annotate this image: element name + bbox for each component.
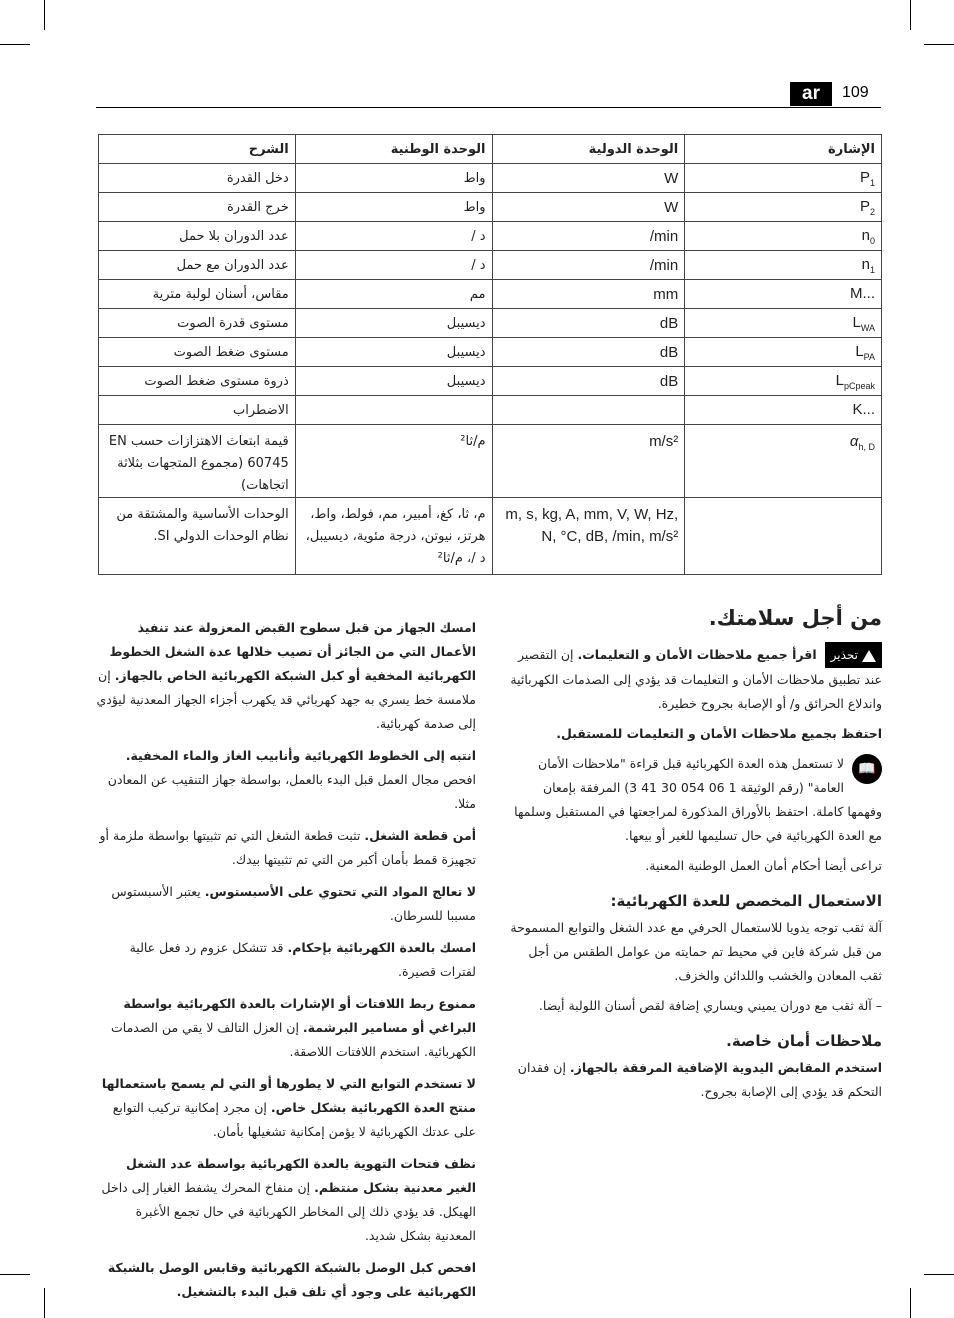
safety-item bbox=[96, 744, 476, 816]
right-column bbox=[508, 606, 882, 1110]
table-row bbox=[99, 367, 882, 396]
row-symbol-sub: PA bbox=[863, 351, 875, 362]
row-definition: عدد الدوران بلا حمل bbox=[99, 222, 296, 251]
vib-symbol bbox=[685, 425, 882, 498]
table-row bbox=[99, 309, 882, 338]
row-symbol-text: P bbox=[859, 168, 870, 186]
header-symbol: الإشارة bbox=[685, 135, 882, 164]
table-header-row bbox=[99, 135, 882, 164]
warning-label bbox=[825, 642, 882, 668]
read-manual-icon: 📖 bbox=[852, 754, 882, 784]
keep-instructions: احتفظ بجميع ملاحظات الأمان و التعليمات للمستقبل. bbox=[556, 726, 882, 741]
row-symbol bbox=[685, 164, 882, 193]
safety-item-text: إن ملامسة خط يسري به جهد كهربائي قد يكهرب أجزاء الجهاز المعدنية ليؤدي إلى صدمة كهربائية. bbox=[96, 668, 476, 731]
document-note bbox=[508, 752, 882, 848]
header-rule bbox=[96, 107, 881, 108]
safety-item bbox=[96, 1256, 476, 1304]
safety-item-bold: لا تستخدم التوابع التي لا يطورها أو التي لم يسمح باستعمالها منتج العدة الكهربائية بشكل خاص. bbox=[101, 1076, 476, 1115]
safety-item-bold: ممنوع ربط اللافتات أو الإشارات بالعدة الكهربائية بواسطة البراغي أو مسامير البرشمة. bbox=[123, 996, 476, 1035]
row-international: mm bbox=[492, 280, 685, 309]
row-symbol bbox=[685, 338, 882, 367]
safety-item-text: إن منفاخ المحرك يشفط الغبار إلى داخل الهيكل. قد يؤدي ذلك إلى المخاطر الكهربائية في حال تجمع الأغبرة المعدنية بشكل شديد. bbox=[101, 1180, 476, 1243]
safety-item-text: تثبت قطعة الشغل التي تم تثبيتها بواسطة ملزمة أو تجهيزة قمط بأمان أكبر من التي تم تثبيتها بيدك. bbox=[99, 828, 476, 867]
safety-item-bold: نظف فتحات التهوية بالعدة الكهربائية بواسطة عدد الشغل الغير معدنية بشكل منتظم. bbox=[126, 1156, 476, 1195]
safety-item-bold: انتبه إلى الخطوط الكهربائية وأنابيب الغاز والماء المخفية. bbox=[125, 748, 476, 763]
row-international: dB bbox=[492, 309, 685, 338]
row-definition: مقاس، أسنان لولبة مترية bbox=[99, 280, 296, 309]
row-symbol-sub: WA bbox=[860, 322, 875, 333]
row-international: dB bbox=[492, 338, 685, 367]
row-symbol bbox=[685, 251, 882, 280]
safety-item-bold: لا تعالج المواد التي تحتوي على الأسبستوس. bbox=[204, 884, 476, 899]
table-row bbox=[99, 251, 882, 280]
safety-item-bold: امسك بالعدة الكهربائية بإحكام. bbox=[287, 940, 476, 955]
row-national: مم bbox=[295, 280, 492, 309]
intended-use-text: آلة ثقب توجه يدويا للاستعمال الحرفي مع عدد الشغل والتوابع المسموحة من قبل شركة فاين في محيط تم حمايته من عوامل الطقس من أجل ثقب المعادن والخشب واللدائن والخزف. bbox=[510, 920, 882, 983]
row-international: /min bbox=[492, 222, 685, 251]
row-international: W bbox=[492, 164, 685, 193]
intended-use-heading: الاستعمال المخصص للعدة الكهربائية: bbox=[610, 892, 882, 910]
row-symbol-text: n bbox=[861, 255, 870, 273]
row-national: واط bbox=[295, 193, 492, 222]
vib-symbol-text: α bbox=[849, 433, 859, 450]
crop-mark bbox=[910, 0, 911, 30]
document-note-text: لا تستعمل هذه العدة الكهربائية قبل قراءة "ملاحظات الأمان العامة" (رقم الوثيقة 1 06 054 30 41 3) المرفقة بإمعان وفهمها كاملة. احتفظ بالأوراق المذكورة لمراجعتها في المستقبل وسلمها مع العدة الكهربائية في حال تسليمها للغير أو بيعها. bbox=[514, 756, 882, 843]
safety-item-text: افحص مجال العمل قبل البدء بالعمل، بواسطة جهاز التنقيب عن المعادن مثلا. bbox=[107, 772, 476, 811]
row-national: د / bbox=[295, 222, 492, 251]
row-national: ديسيبل bbox=[295, 309, 492, 338]
table-row bbox=[99, 396, 882, 425]
row-symbol-sub: pCpeak bbox=[843, 380, 875, 391]
units-national: م، ثا، كغ، أمبير، مم، فولط، واط، هرتز، نيوتن، درجة مئوية، ديسيبل، د /، م/ثا² bbox=[295, 498, 492, 575]
language-badge: ar bbox=[790, 82, 832, 106]
warning-text: إن التقصير عند تطبيق ملاحظات الأمان و التعليمات قد يؤدي إلى الصدمات الكهربائية واندلاع الحرائق و/ أو الإصابة بجروح خطيرة. bbox=[510, 647, 882, 711]
crop-mark bbox=[44, 1288, 45, 1318]
row-symbol-text: L bbox=[835, 371, 844, 389]
row-symbol bbox=[685, 280, 882, 309]
vib-international: m/s² bbox=[492, 425, 685, 498]
table-row bbox=[99, 498, 882, 575]
header-international: الوحدة الدولية bbox=[492, 135, 685, 164]
safety-item-bold: أمن قطعة الشغل. bbox=[364, 828, 476, 843]
table-row bbox=[99, 222, 882, 251]
section-title: من أجل سلامتك. bbox=[708, 606, 882, 630]
regulations-note: تراعى أيضا أحكام أمان العمل الوطنية المعنية. bbox=[645, 858, 882, 873]
warning-triangle-icon bbox=[862, 650, 876, 662]
row-definition: خرج القدرة bbox=[99, 193, 296, 222]
row-definition: الاضطراب bbox=[99, 396, 296, 425]
safety-item bbox=[96, 824, 476, 872]
safety-item bbox=[96, 936, 476, 984]
safety-item-text: إن العزل التالف لا يقي من الصدمات الكهربائية. استخدم اللافتات اللاصقة. bbox=[111, 1020, 476, 1059]
page-number: 109 bbox=[842, 84, 869, 101]
row-international: /min bbox=[492, 251, 685, 280]
special-notes-bold: استخدم المقابض اليدوية الإضافية المرفقة بالجهاز. bbox=[569, 1060, 882, 1075]
table-row bbox=[99, 164, 882, 193]
row-international bbox=[492, 396, 685, 425]
safety-item-text: قد تتشكل عزوم رد فعل عالية لفترات قصيرة. bbox=[129, 940, 476, 979]
row-symbol-sub: 1 bbox=[869, 177, 875, 188]
crop-mark bbox=[44, 0, 45, 30]
row-symbol-text: L bbox=[855, 342, 864, 360]
units-table bbox=[98, 134, 882, 575]
crop-mark bbox=[0, 1274, 30, 1275]
row-symbol-text: P bbox=[859, 197, 870, 215]
crop-mark bbox=[0, 44, 30, 45]
units-symbol bbox=[685, 498, 882, 575]
safety-item-text: إن مجرد إمكانية تركيب التوابع على عدتك الكهربائية لا يؤمن إمكانية تشغيلها بأمان. bbox=[112, 1100, 476, 1139]
row-symbol bbox=[685, 309, 882, 338]
intended-use-item: – آلة ثقب مع دوران يميني ويساري إضافة لقص أسنان اللولبة أيضا. bbox=[538, 998, 882, 1013]
safety-item bbox=[96, 1072, 476, 1144]
header-national: الوحدة الوطنية bbox=[295, 135, 492, 164]
crop-mark bbox=[924, 1274, 954, 1275]
special-notes-paragraph bbox=[508, 1056, 882, 1104]
row-definition: مستوى ضغط الصوت bbox=[99, 338, 296, 367]
intended-use-item-text: آلة ثقب مع دوران يميني ويساري إضافة لقص أسنان اللولبة أيضا. bbox=[538, 998, 872, 1013]
row-symbol-sub: 0 bbox=[869, 235, 875, 246]
row-symbol-text: L bbox=[852, 313, 861, 331]
row-international: dB bbox=[492, 367, 685, 396]
safety-item bbox=[96, 992, 476, 1064]
row-symbol bbox=[685, 396, 882, 425]
units-definition: الوحدات الأساسية والمشتقة من نظام الوحدات الدولي SI. bbox=[99, 498, 296, 575]
crop-mark bbox=[910, 1288, 911, 1318]
safety-item-text: يعتبر الأسبستوس مسببا للسرطان. bbox=[111, 884, 476, 923]
row-definition: دخل القدرة bbox=[99, 164, 296, 193]
units-international: m, s, kg, A, mm, V, W, Hz, N, °C, dB, /min, m/s² bbox=[492, 498, 685, 575]
row-national: د / bbox=[295, 251, 492, 280]
row-international: W bbox=[492, 193, 685, 222]
table-row bbox=[99, 425, 882, 498]
vib-national: م/ثا² bbox=[295, 425, 492, 498]
row-symbol-text: n bbox=[861, 226, 870, 244]
row-definition: ذروة مستوى ضغط الصوت bbox=[99, 367, 296, 396]
vib-definition: قيمة ابتعاث الاهتزازات حسب EN 60745 (مجموع المتجهات بثلاثة اتجاهات) bbox=[99, 425, 296, 498]
left-column bbox=[96, 616, 476, 1312]
row-definition: عدد الدوران مع حمل bbox=[99, 251, 296, 280]
warning-bold: اقرأ جميع ملاحظات الأمان و التعليمات. bbox=[577, 647, 817, 662]
row-symbol bbox=[685, 222, 882, 251]
warning-label-text: تحذير bbox=[830, 648, 858, 662]
safety-item-bold: امسك الجهاز من قبل سطوح القبض المعزولة عند تنفيذ الأعمال التي من الجائز أن تصيب خلالها عدة الشغل الخطوط الكهربائية المخفية أو كبل الشبكة الكهربائية الخاص بالجهاز. bbox=[109, 620, 476, 683]
vib-symbol-sub: h, D bbox=[858, 442, 875, 452]
row-symbol-sub: 1 bbox=[869, 264, 875, 275]
row-national: ديسيبل bbox=[295, 367, 492, 396]
row-definition: مستوى قدرة الصوت bbox=[99, 309, 296, 338]
row-symbol bbox=[685, 367, 882, 396]
safety-item bbox=[96, 616, 476, 736]
crop-mark bbox=[924, 44, 954, 45]
row-national bbox=[295, 396, 492, 425]
special-notes-heading: ملاحظات أمان خاصة. bbox=[726, 1032, 882, 1050]
table-row bbox=[99, 338, 882, 367]
safety-item bbox=[96, 880, 476, 928]
row-symbol-text: M... bbox=[850, 284, 875, 302]
row-symbol-text: K... bbox=[852, 400, 875, 418]
safety-item-bold: افحص كبل الوصل بالشبكة الكهربائية وقابس الوصل بالشبكة الكهربائية على وجود أي تلف قبل البدء بالتشغيل. bbox=[107, 1260, 476, 1299]
table-row bbox=[99, 193, 882, 222]
row-symbol bbox=[685, 193, 882, 222]
row-national: واط bbox=[295, 164, 492, 193]
table-row bbox=[99, 280, 882, 309]
row-symbol-sub: 2 bbox=[869, 206, 875, 217]
row-national: ديسيبل bbox=[295, 338, 492, 367]
special-notes-text: إن فقدان التحكم قد يؤدي إلى الإصابة بجروح. bbox=[517, 1060, 882, 1099]
safety-item bbox=[96, 1152, 476, 1248]
header-definition: الشرح bbox=[99, 135, 296, 164]
warning-paragraph bbox=[508, 642, 882, 716]
